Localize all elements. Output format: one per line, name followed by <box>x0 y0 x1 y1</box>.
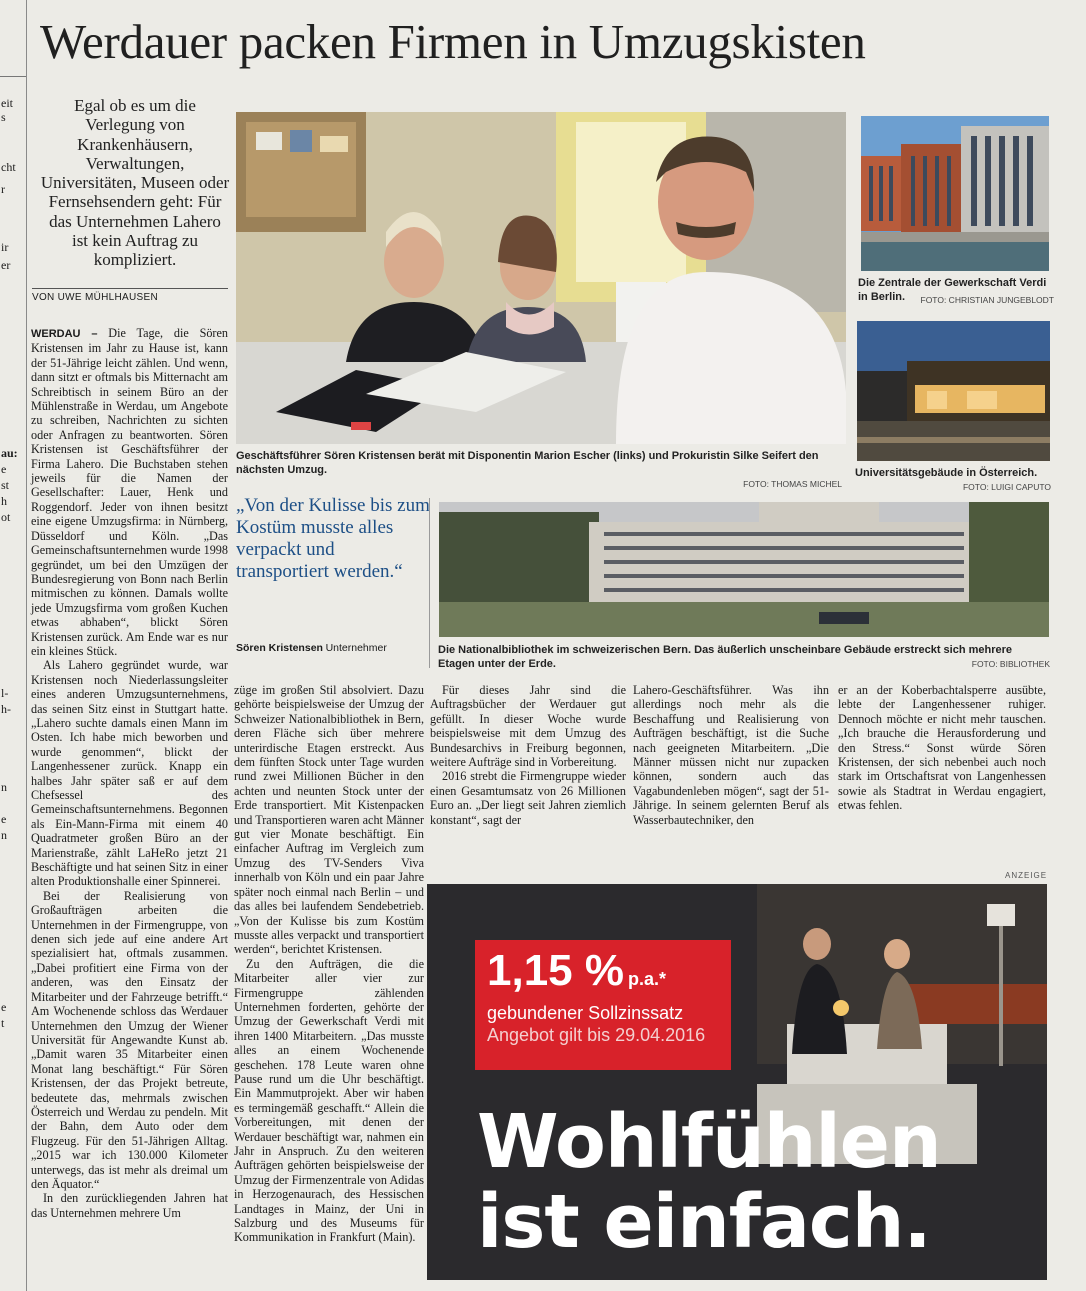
byline: VON UWE MÜHLHAUSEN <box>32 288 228 303</box>
article-column-4 <box>633 683 829 827</box>
main-photo-caption <box>236 449 842 491</box>
advertisement[interactable] <box>427 884 1047 1280</box>
article-teaser: Egal ob es um die Verlegung von Krankenhäusern, Verwaltungen, Universitäten, Museen oder Fernsehsendern geht: Für das Unternehmen Lahero ist kein Auftrag zu kompliziert. <box>40 96 230 270</box>
strip-fragment: r <box>1 182 5 196</box>
photo-credit: FOTO: BIBLIOTHEK <box>971 659 1050 669</box>
library-building-image <box>439 502 1049 637</box>
caption-text: Geschäftsführer Sören Kristensen berät mit Disponentin Marion Escher (links) und Prokuristin Silke Seifert den nächsten Umzug. <box>236 450 819 476</box>
photo-verdi-headquarters <box>861 116 1049 271</box>
photo-credit: FOTO: LUIGI CAPUTO <box>962 482 1051 492</box>
quote-person: Sören Kristensen <box>236 642 323 654</box>
article-column-2 <box>234 683 424 1245</box>
office-scene-image <box>236 112 846 444</box>
strip-fragment: n <box>1 780 7 794</box>
paragraph: Für dieses Jahr sind die Auftragsbücher der Werdauer gut gefüllt. In dieser Woche wurde beispielsweise mit dem Umzug des Bundesarchivs in Freiburg begonnen, weitere Aufträge sind in Vorbereitung. <box>430 683 626 770</box>
pull-quote-source <box>236 642 430 654</box>
photo-university-austria <box>857 321 1050 461</box>
neighbor-article-strip <box>0 0 27 1291</box>
caption-text: Die Nationalbibliothek im schweizerischen Bern. Das äußerlich unscheinbare Gebäude erstreckt sich mehrere Etagen unter der Erde. <box>438 644 1013 670</box>
strip-fragment: s <box>1 110 6 124</box>
photo-national-library <box>439 502 1049 637</box>
slogan-line-1: Wohlfühlen <box>477 1099 941 1185</box>
rate-line <box>475 940 731 1002</box>
photo-credit: FOTO: CHRISTIAN JUNGEBLODT <box>920 295 1054 305</box>
main-photo-office <box>236 112 846 444</box>
library-photo-caption <box>438 643 1050 671</box>
divider <box>0 76 26 77</box>
strip-fragment: er <box>1 258 11 272</box>
pull-quote: „Von der Kulisse bis zum Kostüm musste alles verpackt und transportiert werden.“ <box>236 495 430 582</box>
caption-text: Die Zentrale der Gewerkschaft Verdi in Berlin. <box>858 277 1047 303</box>
university-photo-caption <box>855 466 1051 494</box>
paragraph: Lahero-Geschäftsführer. Was ihn allerdings noch mehr als die Beschaffung und Realisierung von Aufträgen beschäftigt, ist die Suche nach geeigneten Mitarbeitern. „Die Männer müssen nicht nur zupacken können, sondern auch das Vagabundenleben mögen“, sagt der 51-Jährige. In seinem gelernten Beruf als Wasserbautechniker, den <box>633 683 829 827</box>
offer-validity: Angebot gilt bis 29.04.2016 <box>487 1025 706 1045</box>
ad-slogan <box>477 1099 941 1265</box>
dateline: WERDAU – <box>31 328 98 340</box>
article-column-1 <box>31 326 228 1220</box>
strip-fragment: ir <box>1 240 9 254</box>
paragraph: In den zurückliegenden Jahren hat das Unternehmen mehrere Um <box>31 1191 228 1220</box>
strip-fragment: cht <box>1 160 16 174</box>
strip-fragment: e <box>1 1000 7 1014</box>
paragraph-text: Die Tage, die Sören Kristensen im Jahr zu Hause ist, kann der 51-Jährige leicht zählen. Und wenn, dann sitzt er oftmals bis Mitternacht am Schreibtisch in seinem Büro an der Mühlenstraße in Werdau, um Angebote zu schreiben, Nachrichten zu sichten oder Anfragen zu beantworten. Sören Kristensen ist Geschäftsführer der Firma Lahero. Die Buchstaben stehen jeweils für die Namen der Gesellschafter: Lauer, Henk und Roggendorf. Jeder von ihnen besitzt eine eigene Umzugsfirma: in Nürnberg, Düsseldorf und Köln. „Das Gemeinschaftsunternehmen wurde 1998 gegründet, um bei den Umzügen der Bundesregierung von Bonn nach Berlin mitmischen zu können. Damals wollte jede Umzugsfirma vom großen Kuchen etwas abhaben“, blickt Sören Kristensen zurück. Am Ende war es nur ein kleines Stück. <box>31 326 228 658</box>
verdi-photo-caption <box>858 276 1054 307</box>
ad-label: ANZEIGE <box>1005 871 1048 880</box>
interest-rate-promo[interactable] <box>475 940 731 1070</box>
university-building-image <box>857 321 1050 461</box>
slogan-line-2: ist einfach. <box>477 1179 931 1265</box>
paragraph: züge im großen Stil absolviert. Dazu gehörte beispielsweise der Umzug der Schweizer Nationalbibliothek in Bern, deren Fläche sich über mehrere unterirdische Etagen erstreckt. Aus dem fünften Stock unter Tage wurden rund zwei Millionen Bücher in den achten und neunten Stock unter der Erde transportiert. Mit Kistenpacken und Transportieren waren acht Männer gut vier Monate beschäftigt. Ein einfacher Auftrag im Vergleich zum Umzug des TV-Senders Viva innerhalb von Köln und ein paar Jahre später noch einmal nach Berlin – und das alles bei laufendem Sendebetrieb. „Von der Kulisse bis zum Kostüm musste alles verpackt und transportiert werden“, berichtet Kristensen. <box>234 683 424 957</box>
strip-fragment: n <box>1 828 7 842</box>
quote-divider <box>429 498 430 668</box>
caption-text: Universitätsgebäude in Österreich. <box>855 467 1038 479</box>
quote-role: Unternehmer <box>325 642 387 654</box>
strip-fragment: e <box>1 812 7 826</box>
paragraph: Bei der Realisierung von Großaufträgen arbeiten die Unternehmen in der Firmengruppe, von denen sich jede auf eine andere Art spezialisiert hat, oftmals zusammen. „Dabei profitiert eine Firma von der anderen, was den Einsatz der Mitarbeiter und der Fahrzeuge betrifft.“ Am Wochenende schloss das Werdauer Unternehmen den Umzug der Wiener Universität für Angewandte Kunst ab. „Damit waren 35 Mitarbeiter einen Monat lang beschäftigt.“ Für Sören Kristensen, der das Projekt betreute, bedeutete das, mehrmals zwischen Österreich und Werdau zu pendeln. Mit der Bahn, dem Auto oder dem Flugzeug. Für den 51-Jährigen Alltag. „2015 war ich 130.000 Kilometer unterwegs, das ist mehr als dreimal um den Äquator.“ <box>31 888 228 1191</box>
strip-fragment: l- <box>1 686 9 700</box>
paragraph: Als Lahero gegründet wurde, war Kristensen noch Niederlassungsleiter eines anderen Umzugsunternehmens, das seinen Sitz einst in Stuttgart hatte. „Lahero suchte damals einen Mann im Osten. Ich habe mich beworben und wurde genommen“, blickt der Langenhessener zurück. Knapp ein halbes Jahr später saß er auf dem Chefsessel des Gemeinschaftsunternehmens. Begonnen als Ein-Mann-Firma mit einem 40 Quadratmeter großen Büro an der Marienstraße, zählt LaHeRo jetzt 21 Beschäftigte und hat seinen Sitz in einer alten Produktionshalle einer Spinnerei. <box>31 658 228 889</box>
photo-credit: FOTO: THOMAS MICHEL <box>743 479 842 489</box>
rate-description: gebundener Sollzinssatz <box>487 1003 684 1023</box>
strip-fragment: st <box>1 478 10 492</box>
strip-fragment: e <box>1 462 7 476</box>
rate-value: 1,15 % <box>487 946 624 995</box>
article-column-3 <box>430 683 626 827</box>
strip-fragment: h- <box>1 702 11 716</box>
paragraph: Zu den Aufträgen, die die Mitarbeiter aller vier zur Firmengruppe zählenden Unternehmen forderten, gehörte der Umzug der Gewerkschaft Verdi mit ihren 1400 Mitarbeitern. „Das musste alles an einem Wochenende geschehen. 178 Leute waren ohne Pause rund um die Uhr beschäftigt. Ein Mammutprojekt. Aber wir haben es termingemäß geschafft.“ Allein die Vorbereitungen, mit denen der Werdauer beschäftigt war, nahmen ein Jahr in Anspruch. Zu den weiteren Aufträgen gehörten beispielsweise der Umzug der Firmenzentrale von Adidas in Herzogenaurach, des Hessischen Landtages in Mainz, der Uni in Salzburg und des Museums für Kommunikation in Frankfurt (Main). <box>234 956 424 1245</box>
strip-fragment: ot <box>1 510 11 524</box>
article-column-5 <box>838 683 1046 813</box>
paragraph <box>31 326 228 658</box>
strip-fragment: t <box>1 1016 5 1030</box>
strip-fragment: h <box>1 494 7 508</box>
verdi-building-image <box>861 116 1049 271</box>
paragraph: er an der Koberbachtalsperre ausübte, lebte der Langenhessener ruhiger. Dennoch möchte er nicht mehr tauschen. „Ich brauche die Herausforderung und den Stress.“ Sonst würde Sören Kristensen, der sich nebenbei auch noch stark im Ortschaftsrat von Langenhessen sowie als Stadtrat in Werdau engagiert, etwas fehlen. <box>838 683 1046 813</box>
strip-fragment: eit <box>1 96 13 110</box>
article-headline: Werdauer packen Firmen in Umzugskisten <box>40 14 866 69</box>
rate-suffix: p.a.* <box>627 969 666 989</box>
strip-fragment: au: <box>1 446 18 460</box>
paragraph: 2016 strebt die Firmengruppe wieder einen Gesamtumsatz von 26 Millionen Euro an. „Der liegt seit Jahren ziemlich konstant“, sagt der <box>430 769 626 827</box>
